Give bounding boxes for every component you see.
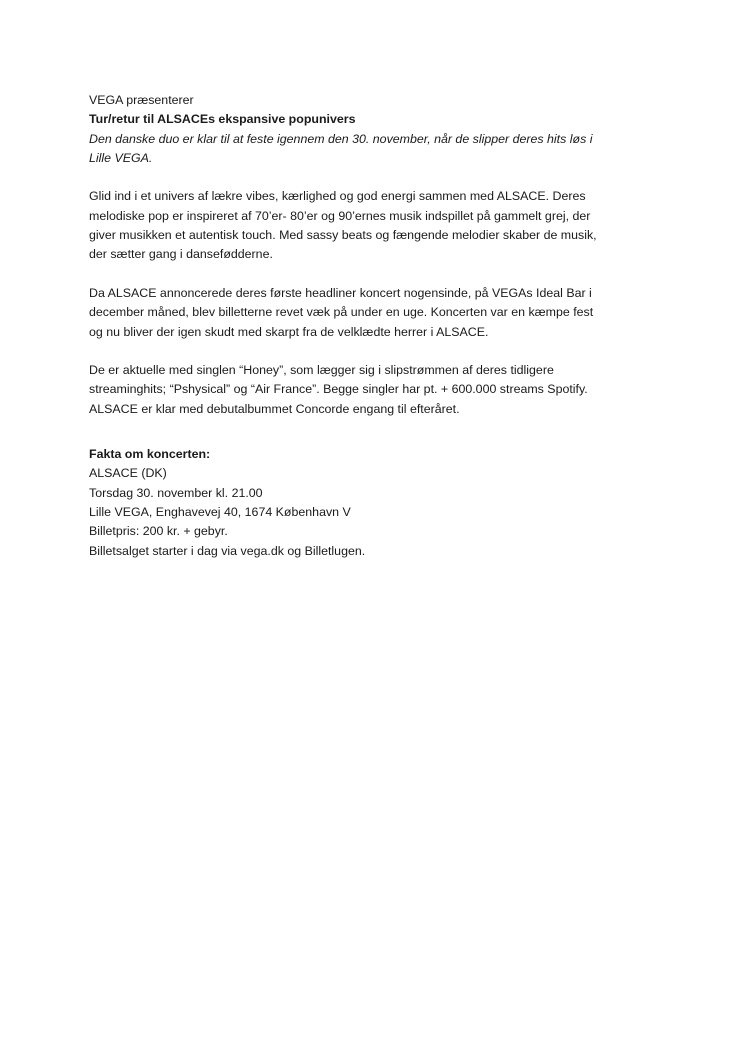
paragraph-line: der sætter gang i dansefødderne. — [89, 247, 273, 262]
document-page — [89, 91, 669, 561]
paragraph-line: streaminghits; “Pshysical” og “Air France”. Begge singler har pt. + 600.000 streams Spotify. — [89, 382, 588, 397]
facts-price: Billetpris: 200 kr. + gebyr. — [89, 524, 228, 539]
paragraph-line: Glid ind i et univers af lækre vibes, kærlighed og god energi sammen med ALSACE. Deres — [89, 189, 586, 204]
facts-sales: Billetsalget starter i dag via vega.dk og Billetlugen. — [89, 543, 366, 558]
body-paragraph-2 — [89, 284, 669, 342]
facts-section — [89, 445, 669, 561]
spacer — [89, 265, 669, 284]
body-paragraph-1 — [89, 187, 669, 264]
spacer — [89, 168, 669, 187]
spacer — [89, 419, 669, 445]
paragraph-line: ALSACE er klar med debutalbummet Concorde engang til efteråret. — [89, 401, 460, 416]
lead-line: Den danske duo er klar til at feste igennem den 30. november, når de slipper deres hits løs i — [89, 131, 593, 146]
facts-date: Torsdag 30. november kl. 21.00 — [89, 485, 263, 500]
lead-line: Lille VEGA. — [89, 150, 153, 165]
facts-heading: Fakta om koncerten: — [89, 447, 211, 462]
paragraph-line: december måned, blev billetterne revet væk på under en uge. Koncerten var en kæmpe fest — [89, 305, 594, 320]
paragraph-line: og nu bliver der igen skudt med skarpt fra de velklædte herrer i ALSACE. — [89, 324, 489, 339]
paragraph-line: Da ALSACE annoncerede deres første headliner koncert nogensinde, på VEGAs Ideal Bar i — [89, 285, 592, 300]
facts-artist: ALSACE (DK) — [89, 466, 167, 481]
facts-venue: Lille VEGA, Enghavevej 40, 1674 København V — [89, 504, 351, 519]
presenter-line: VEGA præsenterer — [89, 93, 194, 107]
lead-paragraph — [89, 130, 669, 169]
paragraph-line: melodiske pop er inspireret af 70’er- 80’er og 90’ernes musik indspillet på gammelt grej, der — [89, 208, 591, 223]
body-paragraph-3 — [89, 361, 669, 419]
headline: Tur/retur til ALSACEs ekspansive popunivers — [89, 112, 356, 127]
spacer — [89, 342, 669, 361]
paragraph-line: De er aktuelle med singlen “Honey”, som lægger sig i slipstrømmen af deres tidligere — [89, 363, 554, 378]
header-section — [89, 91, 669, 168]
paragraph-line: giver musikken et autentisk touch. Med sassy beats og fængende melodier skaber de musik, — [89, 228, 597, 243]
